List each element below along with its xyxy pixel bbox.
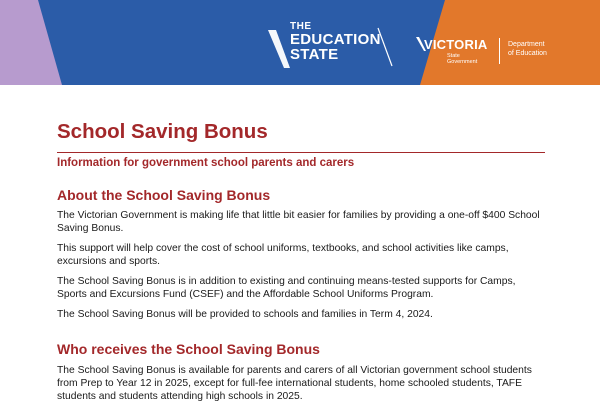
title-rule bbox=[57, 152, 545, 153]
department-line-1: Department bbox=[508, 41, 545, 48]
section-heading-who-receives: Who receives the School Saving Bonus bbox=[57, 341, 320, 358]
logo-state: STATE bbox=[290, 46, 339, 63]
paragraph: The School Saving Bonus will be provided to schools and families in Term 4, 2024. bbox=[57, 309, 433, 321]
logo-education: EDUCATION bbox=[290, 31, 381, 48]
page-subtitle: Information for government school parents and carers bbox=[57, 156, 355, 169]
victoria-logo: VICTORIA bbox=[424, 37, 488, 52]
victoria-sub-government: Government bbox=[447, 59, 478, 66]
paragraph: The School Saving Bonus is available for parents and carers of all Victorian government school students from Prep to Year 12 in 2025, except for full-fee international students, home schooled students, TAFE students and students attending high schools in 2025. bbox=[57, 365, 532, 403]
victoria-sub-state: State bbox=[447, 53, 460, 59]
paragraph: This support will help cover the cost of school uniforms, textbooks, and school activities like camps, excursions and sports. bbox=[57, 243, 509, 268]
document-body bbox=[57, 120, 557, 410]
logo-the: THE bbox=[290, 21, 312, 32]
victoria-state-government bbox=[447, 53, 477, 65]
department-divider bbox=[499, 38, 500, 64]
department-line-2: of Education bbox=[508, 50, 547, 58]
paragraph: The Victorian Government is making life that little bit easier for families by providing a one-off $400 School Saving Bonus. bbox=[57, 210, 540, 235]
paragraph: The School Saving Bonus is in addition to existing and continuing means-tested supports for Camps, Sports and Excursions Fund (CSEF) and the Affordable School Uniforms Program. bbox=[57, 276, 516, 301]
department-of-education bbox=[508, 40, 547, 59]
header-banner bbox=[0, 0, 600, 85]
section-heading-about: About the School Saving Bonus bbox=[57, 186, 271, 203]
page-title: School Saving Bonus bbox=[57, 120, 268, 143]
education-state-logo bbox=[290, 22, 381, 62]
